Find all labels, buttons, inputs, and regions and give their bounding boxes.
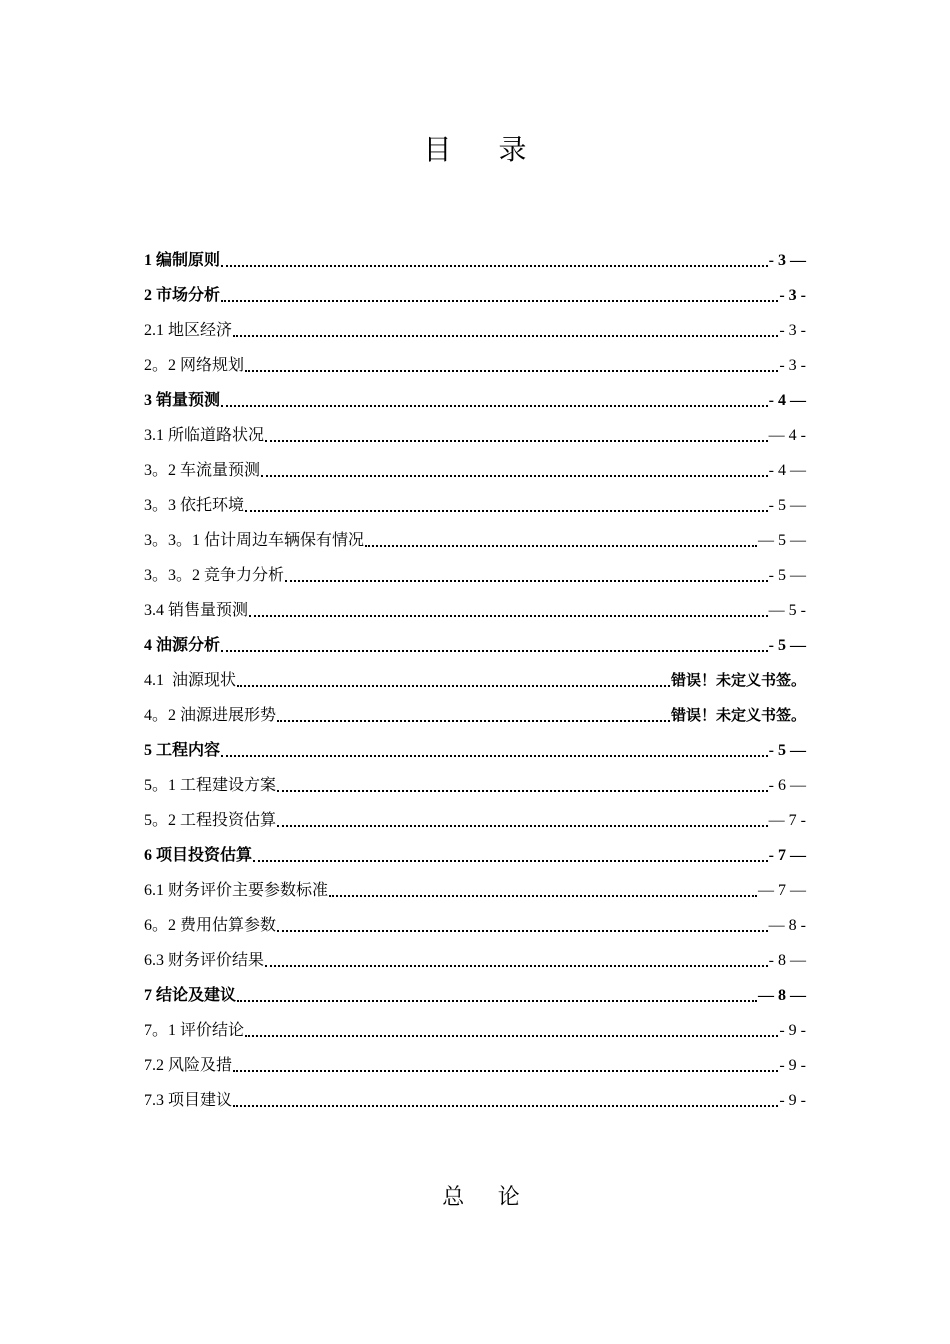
- toc-entry[interactable]: [144, 873, 806, 908]
- toc-entry-label: 5。2 工程投资估算: [144, 812, 277, 829]
- toc-entry-label: 3。3。2 竞争力分析: [144, 567, 285, 584]
- toc-entry-page: - 9 -: [779, 1022, 806, 1039]
- toc-leader-dots: [329, 894, 757, 897]
- toc-entry-page: — 4 -: [768, 427, 806, 444]
- toc-entry-label: 3。3 依托环境: [144, 497, 245, 514]
- toc-leader-dots: [245, 369, 778, 372]
- toc-entry[interactable]: [144, 1083, 806, 1118]
- toc-entry-label: 6 项目投资估算: [144, 847, 253, 864]
- toc-leader-dots: [221, 264, 768, 267]
- toc-entry-label: 5。1 工程建设方案: [144, 777, 277, 794]
- toc-entry-page: — 5 —: [758, 532, 806, 549]
- toc-entry[interactable]: [144, 348, 806, 383]
- toc-leader-dots: [221, 754, 768, 757]
- toc-entry-label: 7.3 项目建议: [144, 1092, 233, 1109]
- toc-leader-dots: [237, 999, 757, 1002]
- toc-entry[interactable]: [144, 838, 806, 873]
- toc-entry-label: 4 油源分析: [144, 637, 221, 654]
- toc-entry-page: - 7 —: [768, 847, 806, 864]
- toc-entry-label: 7.2 风险及措: [144, 1057, 233, 1074]
- toc-entry-page: - 5 —: [768, 742, 806, 759]
- toc-entry[interactable]: [144, 523, 806, 558]
- toc-entry[interactable]: [144, 453, 806, 488]
- toc-entry-page: - 4 —: [768, 392, 806, 409]
- toc-leader-dots: [277, 789, 768, 792]
- toc-leader-dots: [265, 964, 768, 967]
- toc-entry[interactable]: [144, 593, 806, 628]
- toc-leader-dots: [237, 684, 670, 687]
- toc-entry-label: 7 结论及建议: [144, 987, 237, 1004]
- toc-entry[interactable]: [144, 663, 806, 698]
- toc-entry-page: — 8 -: [768, 917, 806, 934]
- table-of-contents: [144, 243, 806, 1118]
- toc-leader-dots: [245, 1034, 778, 1037]
- toc-entry-error: 错误！未定义书签。: [670, 671, 806, 689]
- toc-leader-dots: [277, 929, 768, 932]
- toc-entry-label: 2 市场分析: [144, 287, 221, 304]
- toc-leader-dots: [221, 404, 768, 407]
- toc-entry-page: - 3 —: [768, 252, 806, 269]
- toc-entry[interactable]: [144, 698, 806, 733]
- toc-entry[interactable]: [144, 908, 806, 943]
- toc-entry-label: 6。2 费用估算参数: [144, 917, 277, 934]
- toc-entry[interactable]: [144, 628, 806, 663]
- toc-entry[interactable]: [144, 558, 806, 593]
- toc-entry-label: 3.1 所临道路状况: [144, 427, 265, 444]
- toc-entry-label: 2.1 地区经济: [144, 322, 233, 339]
- toc-leader-dots: [277, 719, 670, 722]
- toc-leader-dots: [261, 474, 768, 477]
- toc-entry-page: - 8 —: [768, 952, 806, 969]
- toc-entry[interactable]: [144, 488, 806, 523]
- toc-entry-page: - 6 —: [768, 777, 806, 794]
- toc-entry-label: 2。2 网络规划: [144, 357, 245, 374]
- toc-entry[interactable]: [144, 383, 806, 418]
- toc-entry-page: - 9 -: [779, 1092, 806, 1109]
- toc-entry[interactable]: [144, 313, 806, 348]
- toc-entry-page: - 5 —: [768, 567, 806, 584]
- toc-entry[interactable]: [144, 943, 806, 978]
- toc-entry-error: 错误！未定义书签。: [670, 706, 806, 724]
- toc-leader-dots: [221, 299, 778, 302]
- toc-entry-page: — 8 —: [758, 987, 806, 1004]
- toc-leader-dots: [233, 1104, 778, 1107]
- toc-entry-page: - 4 —: [768, 462, 806, 479]
- toc-entry-page: - 3 -: [779, 357, 806, 374]
- toc-entry-label: 7。1 评价结论: [144, 1022, 245, 1039]
- toc-entry-page: - 9 -: [779, 1057, 806, 1074]
- toc-entry[interactable]: [144, 278, 806, 313]
- toc-entry-page: - 5 —: [768, 497, 806, 514]
- toc-entry-page: — 7 —: [758, 882, 806, 899]
- toc-entry-label: 3 销量预测: [144, 392, 221, 409]
- toc-entry[interactable]: [144, 1048, 806, 1083]
- toc-entry[interactable]: [144, 418, 806, 453]
- toc-entry-label: 3。2 车流量预测: [144, 462, 261, 479]
- toc-leader-dots: [233, 1069, 778, 1072]
- section-title: 总 论: [442, 1184, 534, 1209]
- toc-entry[interactable]: [144, 1013, 806, 1048]
- toc-leader-dots: [265, 439, 768, 442]
- toc-entry[interactable]: [144, 243, 806, 278]
- toc-leader-dots: [277, 824, 768, 827]
- toc-leader-dots: [249, 614, 768, 617]
- toc-leader-dots: [233, 334, 778, 337]
- toc-entry[interactable]: [144, 978, 806, 1013]
- toc-entry-page: — 5 -: [768, 602, 806, 619]
- toc-leader-dots: [221, 649, 768, 652]
- toc-entry-page: - 5 —: [768, 637, 806, 654]
- toc-entry[interactable]: [144, 803, 806, 838]
- toc-entry[interactable]: [144, 733, 806, 768]
- toc-entry-label: 4。2 油源进展形势: [144, 707, 277, 724]
- page-title: 目 录: [423, 135, 547, 166]
- toc-entry-page: - 3 -: [779, 287, 806, 304]
- toc-entry[interactable]: [144, 768, 806, 803]
- toc-entry-label: 1 编制原则: [144, 252, 221, 269]
- toc-entry-page: — 7 -: [768, 812, 806, 829]
- toc-entry-label: 3.4 销售量预测: [144, 602, 249, 619]
- toc-leader-dots: [253, 859, 768, 862]
- toc-entry-label: 6.1 财务评价主要参数标准: [144, 882, 329, 899]
- toc-leader-dots: [365, 544, 757, 547]
- toc-entry-page: - 3 -: [779, 322, 806, 339]
- toc-leader-dots: [285, 579, 768, 582]
- toc-entry-label: 5 工程内容: [144, 742, 221, 759]
- toc-entry-label: 3。3。1 估计周边车辆保有情况: [144, 532, 365, 549]
- toc-leader-dots: [245, 509, 768, 512]
- toc-entry-label: 6.3 财务评价结果: [144, 952, 265, 969]
- toc-entry-label: 4.1 油源现状: [144, 672, 237, 689]
